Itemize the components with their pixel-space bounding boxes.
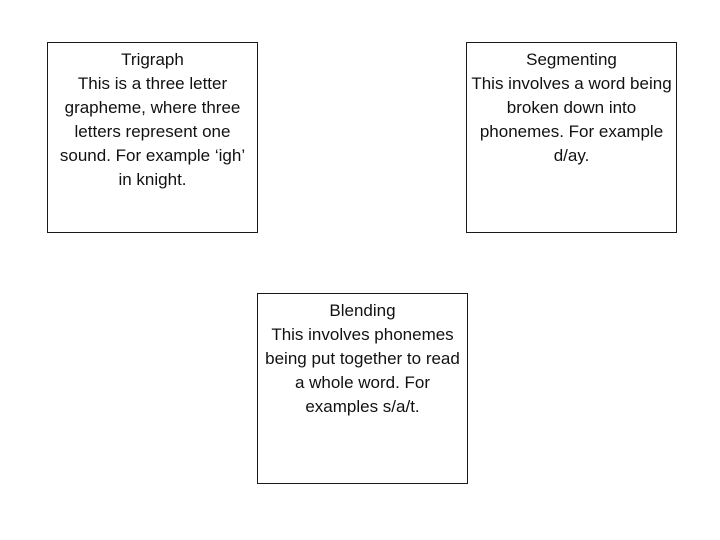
- card-description: This involves a word being broken down into phonemes. For example d/ay.: [471, 74, 672, 165]
- trigraph-card: [47, 42, 258, 233]
- card-term: Blending: [329, 301, 396, 320]
- card-description: This is a three letter grapheme, where three letters represent one sound. For example ‘igh’ in knight.: [59, 74, 246, 189]
- segmenting-card: [466, 42, 677, 233]
- card-term: Segmenting: [526, 50, 617, 69]
- card-term: Trigraph: [121, 50, 184, 69]
- card-description: This involves phonemes being put together to read a whole word. For examples s/a/t.: [265, 325, 460, 416]
- blending-card: [257, 293, 468, 484]
